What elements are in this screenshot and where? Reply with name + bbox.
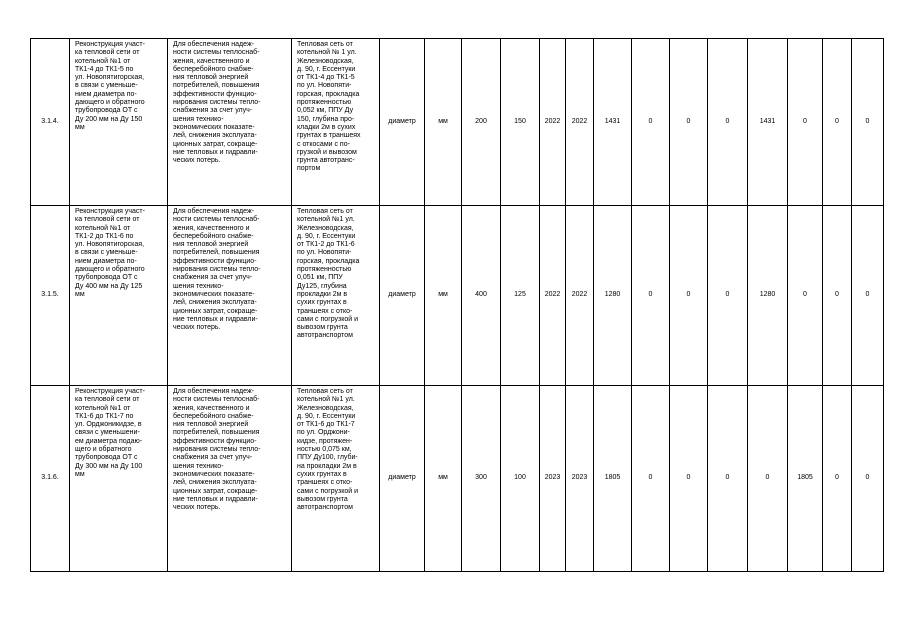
unit-cell: мм [425, 206, 462, 386]
cost-cell: 0 [852, 39, 884, 206]
project-description-cell: Тепловая сеть от котельной № 1 ул. Железноводская, д. 90, г. Ессентуки от ТК1-4 до ТК1-5 по ул. Новопяти- горская, прокладка протяженностью 0,052 км, ППУ Ду 150, глубина про- кладки 2м в сухих грунтах в траншеях с откосами с по- грузкой и вывозом грунта автотранс- портом [292, 39, 380, 206]
cost-cell: 0 [708, 386, 748, 572]
value-after-cell: 125 [501, 206, 540, 386]
investment-table [30, 38, 884, 572]
value-before-cell: 200 [462, 39, 501, 206]
project-purpose-cell: Для обеспечения надеж- ности системы теплоснаб- жения, качественного и бесперебойного снабже- ния тепловой энергией потребителей, повышения эффективности функцио- нирования системы тепло- снабжения за счет улуч- шения технико- экономических показате- лей, снижения эксплуата- ционных затрат, сокраще- ние тепловых и гидравли- ческих потерь. [168, 386, 292, 572]
value-before-cell: 400 [462, 206, 501, 386]
total-cost-cell: 1805 [594, 386, 632, 572]
year-end-cell: 2023 [566, 386, 594, 572]
cost-cell: 0 [823, 39, 852, 206]
year-start-cell: 2022 [540, 206, 566, 386]
cost-cell: 0 [788, 39, 823, 206]
parameter-cell: диаметр [380, 39, 425, 206]
cost-cell: 0 [632, 206, 670, 386]
cost-cell: 0 [788, 206, 823, 386]
parameter-cell: диаметр [380, 206, 425, 386]
cost-cell: 0 [823, 206, 852, 386]
table-row [31, 39, 884, 206]
unit-cell: мм [425, 39, 462, 206]
project-description-cell: Тепловая сеть от котельной №1 ул. Железноводская, д. 90, г. Ессентуки от ТК1-2 до ТК1-6 по ул. Новопяти- горская, прокладка протяженностью 0,051 км, ППУ Ду125, глубина прокладки 2м в сухих грунтах в траншеях с отко- сами с погрузкой и вывозом грунта автотранспортом [292, 206, 380, 386]
cost-cell: 1280 [748, 206, 788, 386]
cost-cell: 0 [632, 386, 670, 572]
cost-cell: 1431 [748, 39, 788, 206]
project-name-cell: Реконструкция участ- ка тепловой сети от котельной №1 от ТК1-4 до ТК1-5 по ул. Новопятигорская, в связи с уменьше- нием диаметра по- дающего и обратного трубопровода ОТ с Ду 200 мм на Ду 150 мм [70, 39, 168, 206]
table-row [31, 206, 884, 386]
cost-cell: 0 [670, 39, 708, 206]
year-end-cell: 2022 [566, 39, 594, 206]
table-row [31, 386, 884, 572]
total-cost-cell: 1280 [594, 206, 632, 386]
row-number: 3.1.4. [31, 39, 70, 206]
cost-cell: 0 [852, 206, 884, 386]
cost-cell: 0 [708, 39, 748, 206]
value-after-cell: 150 [501, 39, 540, 206]
row-number: 3.1.6. [31, 386, 70, 572]
project-name-cell: Реконструкция участ- ка тепловой сети от котельной №1 от ТК1-6 до ТК1-7 по ул. Орджоникидзе, в связи с уменьшени- ем диаметра подаю- щего и обратного трубопровода ОТ с Ду 300 мм на Ду 100 мм [70, 386, 168, 572]
value-before-cell: 300 [462, 386, 501, 572]
total-cost-cell: 1431 [594, 39, 632, 206]
unit-cell: мм [425, 386, 462, 572]
cost-cell: 0 [670, 206, 708, 386]
value-after-cell: 100 [501, 386, 540, 572]
parameter-cell: диаметр [380, 386, 425, 572]
cost-cell: 0 [632, 39, 670, 206]
cost-cell: 1805 [788, 386, 823, 572]
project-description-cell: Тепловая сеть от котельной №1 ул. Железноводская, д. 90, г. Ессентуки от ТК1-6 до ТК1-7 по ул. Орджони- кидзе, протяжен- ностью 0,075 км, ППУ Ду100, глуби- на прокладки 2м в сухих грунтах в траншеях с отко- сами с погрузкой и вывозом грунта автотранспортом [292, 386, 380, 572]
cost-cell: 0 [670, 386, 708, 572]
cost-cell: 0 [748, 386, 788, 572]
cost-cell: 0 [823, 386, 852, 572]
cost-cell: 0 [852, 386, 884, 572]
year-end-cell: 2022 [566, 206, 594, 386]
year-start-cell: 2023 [540, 386, 566, 572]
project-name-cell: Реконструкция участ- ка тепловой сети от котельной №1 от ТК1-2 до ТК1-6 по ул. Новопятигорская, в связи с уменьше- нием диаметра по- дающего и обратного трубопровода ОТ с Ду 400 мм на Ду 125 мм [70, 206, 168, 386]
project-purpose-cell: Для обеспечения надеж- ности системы теплоснаб- жения, качественного и бесперебойного снабже- ния тепловой энергией потребителей, повышения эффективности функцио- нирования системы тепло- снабжения за счет улуч- шения технико- экономических показате- лей, снижения эксплуата- ционных затрат, сокраще- ние тепловых и гидравли- ческих потерь. [168, 39, 292, 206]
row-number: 3.1.5. [31, 206, 70, 386]
project-purpose-cell: Для обеспечения надеж- ности системы теплоснаб- жения, качественного и бесперебойного снабже- ния тепловой энергией потребителей, повышения эффективности функцио- нирования системы тепло- снабжения за счет улуч- шения технико- экономических показате- лей, снижения эксплуата- ционных затрат, сокраще- ние тепловых и гидравли- ческих потерь. [168, 206, 292, 386]
year-start-cell: 2022 [540, 39, 566, 206]
cost-cell: 0 [708, 206, 748, 386]
